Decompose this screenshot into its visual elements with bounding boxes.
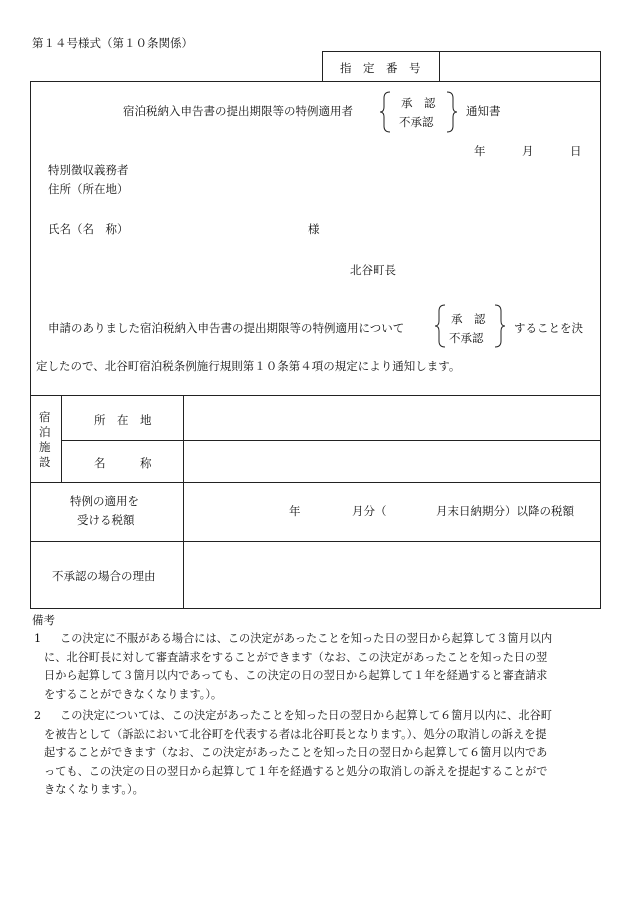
title-option-approve: 承 認 bbox=[401, 96, 436, 110]
remarks-heading: 備考 bbox=[32, 613, 55, 627]
left-brace-icon bbox=[379, 91, 391, 133]
tax-label-line1: 特例の適用を bbox=[70, 494, 139, 508]
date-day: 日 bbox=[570, 144, 582, 158]
body-line2: 定したので、北谷町宿泊税条例施行規則第１０条第４項の規定により通知します。 bbox=[36, 359, 461, 373]
facility-group-divider bbox=[61, 395, 62, 482]
location-label: 所 在 地 bbox=[94, 413, 152, 427]
date-month: 月 bbox=[522, 144, 534, 158]
body-left-brace-icon bbox=[434, 304, 446, 348]
right-brace-icon bbox=[446, 91, 458, 133]
label-column-divider bbox=[183, 395, 184, 609]
remark-item-1 bbox=[30, 630, 600, 704]
remark-line: 起することができます（なお、この決定があったことを知った日の翌日から起算して６箇月以内であ bbox=[44, 746, 548, 759]
designation-box-left bbox=[322, 51, 323, 81]
date-year: 年 bbox=[474, 144, 486, 158]
body-line1-prefix: 申請のありました宿泊税納入申告書の提出期限等の特例適用について bbox=[48, 321, 405, 335]
body-right-brace-icon bbox=[494, 304, 506, 348]
remark-line: 日から起算して３箇月以内であっても、この決定の日の翌日から起算して１年を経過すると審査請求 bbox=[44, 669, 548, 682]
remark-line: この決定については、この決定があったことを知った日の翌日から起算して６箇月以内に、北谷町 bbox=[60, 709, 552, 722]
tax-value-year: 年 bbox=[289, 504, 301, 518]
frame-right bbox=[600, 81, 601, 609]
addressee-honorific: 様 bbox=[308, 222, 320, 236]
tax-value-tail: 月末日納期分）以降の税額 bbox=[436, 504, 574, 518]
issuer: 北谷町長 bbox=[350, 263, 396, 277]
body-option-approve: 承 認 bbox=[451, 312, 486, 326]
addressee-role: 特別徴収義務者 bbox=[48, 163, 129, 177]
remark-number: 2 bbox=[34, 709, 42, 722]
frame-left bbox=[30, 81, 31, 609]
addressee-address-label: 住所（所在地） bbox=[48, 182, 129, 196]
designation-label: 指 定 番 号 bbox=[340, 61, 421, 75]
facility-name-label: 名 称 bbox=[94, 456, 152, 470]
remark-line: を被告として（訴訟において北谷町を代表する者は北谷町長となります。）、処分の取消しの訴えを提 bbox=[44, 727, 547, 741]
body-option-reject: 不承認 bbox=[449, 331, 484, 345]
title-option-reject: 不承認 bbox=[399, 115, 434, 129]
remark-line: っても、この決定の日の翌日から起算して１年を経過すると処分の取消しの訴えを提起することがで bbox=[44, 764, 548, 778]
table-top-line bbox=[30, 395, 601, 396]
title-prefix: 宿泊税納入申告書の提出期限等の特例適用者 bbox=[123, 104, 353, 118]
tax-label-line2: 受ける税額 bbox=[77, 513, 135, 527]
remark-line: きなくなります。）。 bbox=[44, 783, 144, 796]
frame-bottom bbox=[30, 608, 601, 609]
remark-line: をすることができなくなります。）。 bbox=[44, 687, 223, 701]
designation-box-top bbox=[322, 51, 600, 52]
remark-line: この決定に不服がある場合には、この決定があったことを知った日の翌日から起算して３箇月以内 bbox=[60, 632, 553, 645]
frame-top bbox=[30, 81, 601, 82]
facility-group-label: 宿 泊 施 設 bbox=[39, 410, 51, 469]
remark-number: 1 bbox=[34, 632, 42, 645]
addressee-name-label: 氏名（名 称） bbox=[48, 222, 129, 236]
tax-value-month: 月分（ bbox=[352, 504, 387, 518]
designation-box-right bbox=[600, 51, 601, 81]
reason-row-top-line bbox=[30, 541, 601, 542]
body-line1-suffix: することを決 bbox=[514, 321, 583, 335]
reason-label: 不承認の場合の理由 bbox=[52, 569, 156, 583]
form-id: 第１４号様式（第１０条関係） bbox=[32, 36, 193, 50]
tax-row-top-line bbox=[30, 482, 601, 483]
facility-row-divider bbox=[61, 440, 601, 441]
title-suffix: 通知書 bbox=[466, 104, 501, 118]
remark-item-2 bbox=[30, 707, 600, 800]
designation-box-divider bbox=[439, 51, 440, 81]
remark-line: に、北谷町長に対して審査請求をすることができます（なお、この決定があったことを知った日の翌 bbox=[44, 650, 548, 664]
